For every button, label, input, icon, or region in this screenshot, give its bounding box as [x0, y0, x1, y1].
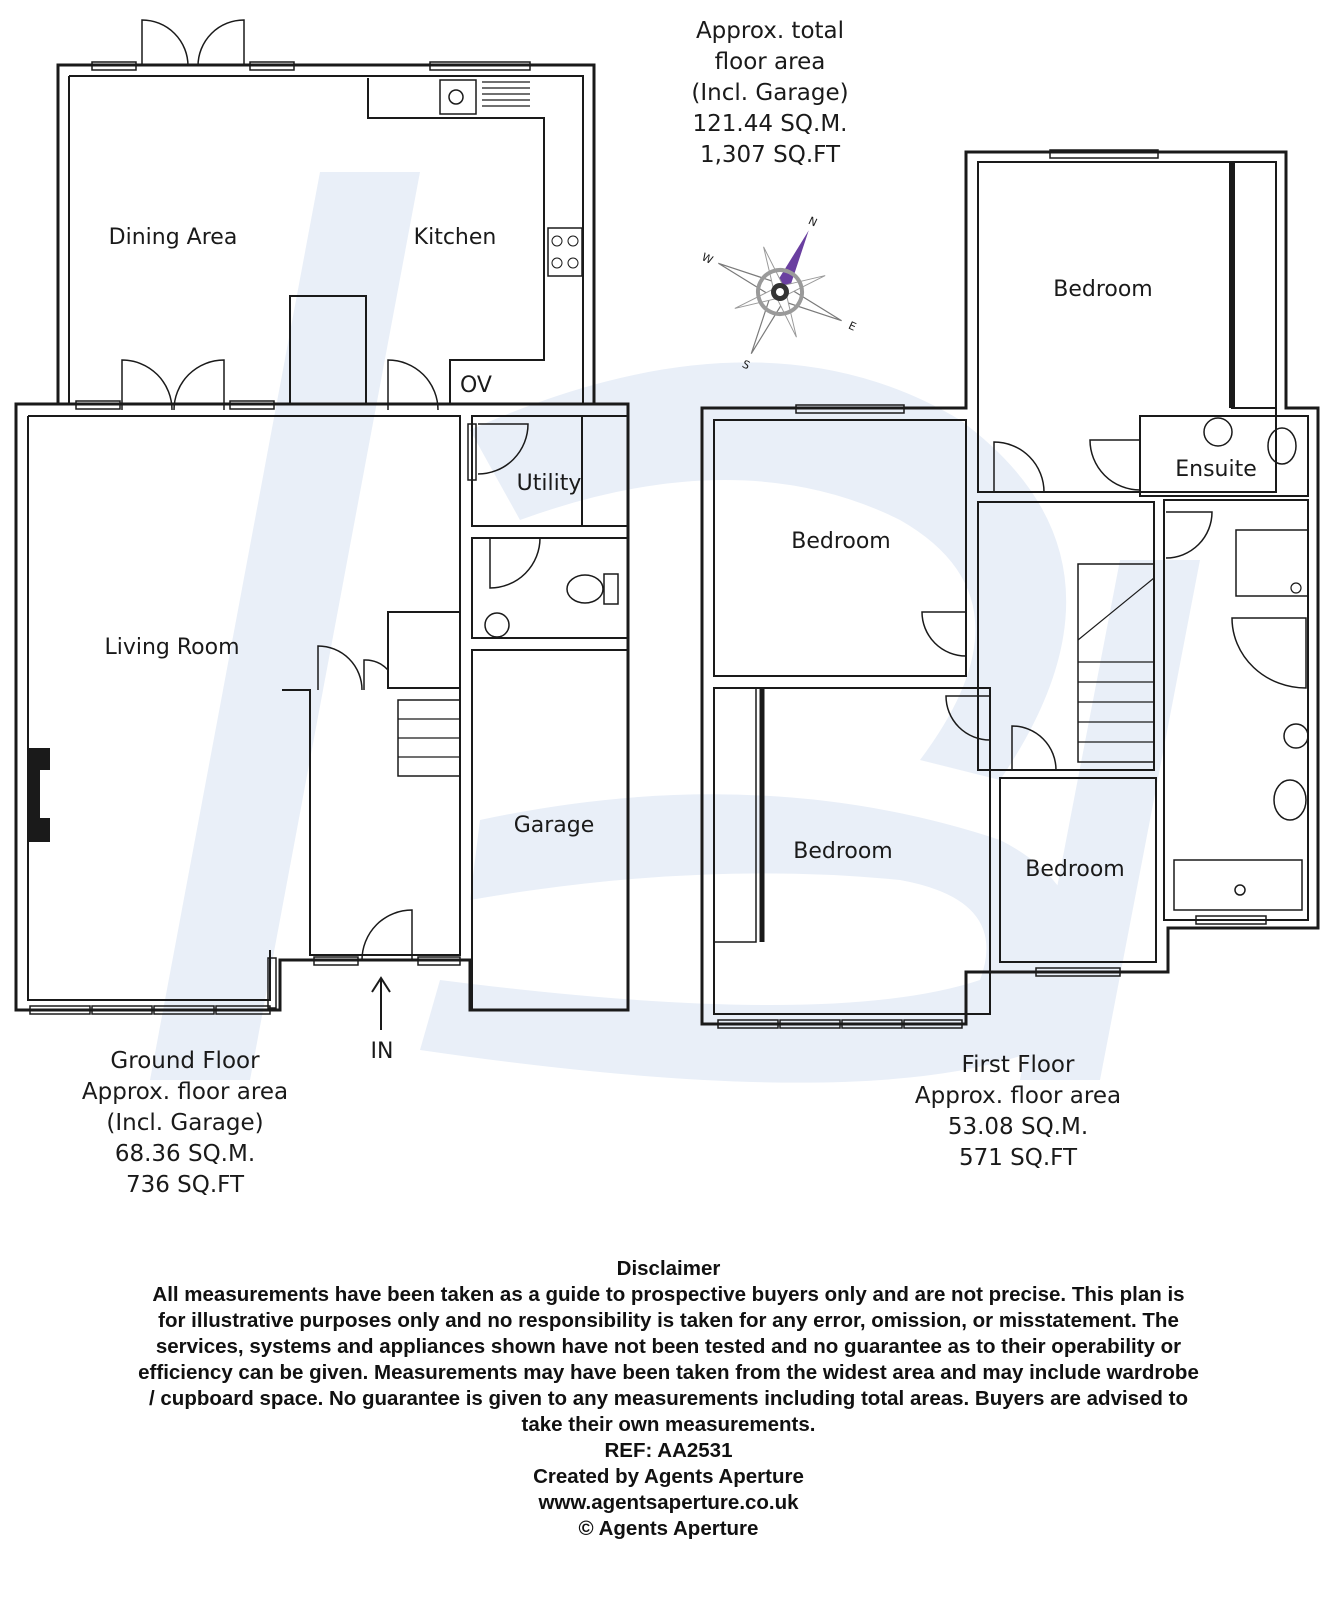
ground-floor-title: Ground Floor — [110, 1048, 260, 1074]
disclaimer-line: efficiency can be given. Measurements may have been taken from the widest area and may include wardrobe — [138, 1361, 1199, 1384]
basin — [485, 613, 509, 637]
ground-floor-line1: Approx. floor area — [81, 1079, 289, 1105]
website-link[interactable]: www.agentsaperture.co.uk — [538, 1491, 799, 1514]
ground-floor-line2: (Incl. Garage) — [106, 1110, 264, 1136]
door-swing — [1166, 512, 1212, 558]
toilet — [1268, 428, 1296, 464]
first-floor-caption — [898, 1050, 1138, 1174]
disclaimer-line: services, systems and appliances shown have not been tested and no guarantee as to their operability or — [155, 1335, 1182, 1358]
first-floor-sqft: 571 SQ.FT — [958, 1145, 1078, 1171]
toilet — [567, 575, 603, 603]
compass-w: W — [699, 250, 715, 267]
total-area-line1: Approx. total — [695, 18, 845, 44]
room-label-bedroom-mid-left: Bedroom — [791, 529, 891, 554]
total-area-sqm: 121.44 SQ.M. — [692, 111, 848, 137]
compass-e: E — [846, 318, 859, 334]
disclaimer-line: for illustrative purposes only and no responsibility is taken for any error, omission, or misstatement. The — [158, 1309, 1179, 1332]
compass-n: N — [806, 214, 820, 230]
shower-quadrant — [1232, 618, 1306, 688]
room-label-bedroom-bottom-left: Bedroom — [793, 839, 893, 864]
created-by: Created by Agents Aperture — [533, 1465, 804, 1488]
room-label-bedroom-small: Bedroom — [1025, 857, 1125, 882]
toilet — [1274, 780, 1306, 820]
first-floor-title: First Floor — [961, 1052, 1075, 1078]
disclaimer-line: / cupboard space. No guarantee is given to any measurements including total areas. Buyers are advised to — [149, 1387, 1188, 1410]
ground-floor-sqm: 68.36 SQ.M. — [114, 1141, 256, 1167]
compass-s: S — [740, 357, 752, 373]
copyright: © Agents Aperture — [578, 1517, 759, 1540]
room-label-utility: Utility — [516, 471, 582, 496]
ground-floor-caption — [60, 1046, 310, 1201]
wardrobe — [1232, 162, 1276, 408]
disclaimer-line: All measurements have been taken as a guide to prospective buyers only and are not precise. This plan is — [152, 1283, 1185, 1306]
disclaimer-block — [40, 1256, 1297, 1542]
watermark-logo — [150, 172, 1200, 1083]
basin — [1284, 724, 1308, 748]
room-label-living: Living Room — [104, 635, 240, 660]
shower-tray — [1236, 530, 1308, 596]
sink — [440, 80, 476, 114]
total-area-line2: floor area — [714, 49, 826, 75]
disclaimer-line: take their own measurements. — [521, 1413, 816, 1436]
room-label-dining: Dining Area — [108, 225, 238, 250]
total-area-line3: (Incl. Garage) — [691, 80, 849, 106]
hall-cupboard — [388, 612, 460, 688]
total-area-label — [680, 16, 860, 171]
basin — [1204, 418, 1232, 446]
door-swing — [1090, 440, 1140, 490]
first-floor-line1: Approx. floor area — [914, 1083, 1122, 1109]
ground-floor-sqft: 736 SQ.FT — [125, 1172, 245, 1198]
room-label-bedroom-top-right: Bedroom — [1053, 277, 1153, 302]
room-label-garage: Garage — [513, 813, 595, 838]
hob — [548, 228, 582, 276]
room-label-ensuite: Ensuite — [1175, 457, 1257, 482]
first-floor-sqm: 53.08 SQ.M. — [947, 1114, 1089, 1140]
fireplace — [28, 748, 50, 842]
total-area-sqft: 1,307 SQ.FT — [699, 142, 841, 168]
oven-label: OV — [460, 373, 492, 398]
front-door-swing — [362, 910, 412, 960]
reference-number: REF: AA2531 — [604, 1439, 733, 1462]
french-doors — [142, 20, 244, 66]
room-label-kitchen: Kitchen — [413, 225, 497, 250]
door-swing — [490, 538, 540, 588]
door-swing — [364, 660, 388, 690]
door-swing — [922, 612, 966, 656]
entrance-label: IN — [370, 1039, 394, 1064]
disclaimer-heading: Disclaimer — [616, 1257, 721, 1280]
